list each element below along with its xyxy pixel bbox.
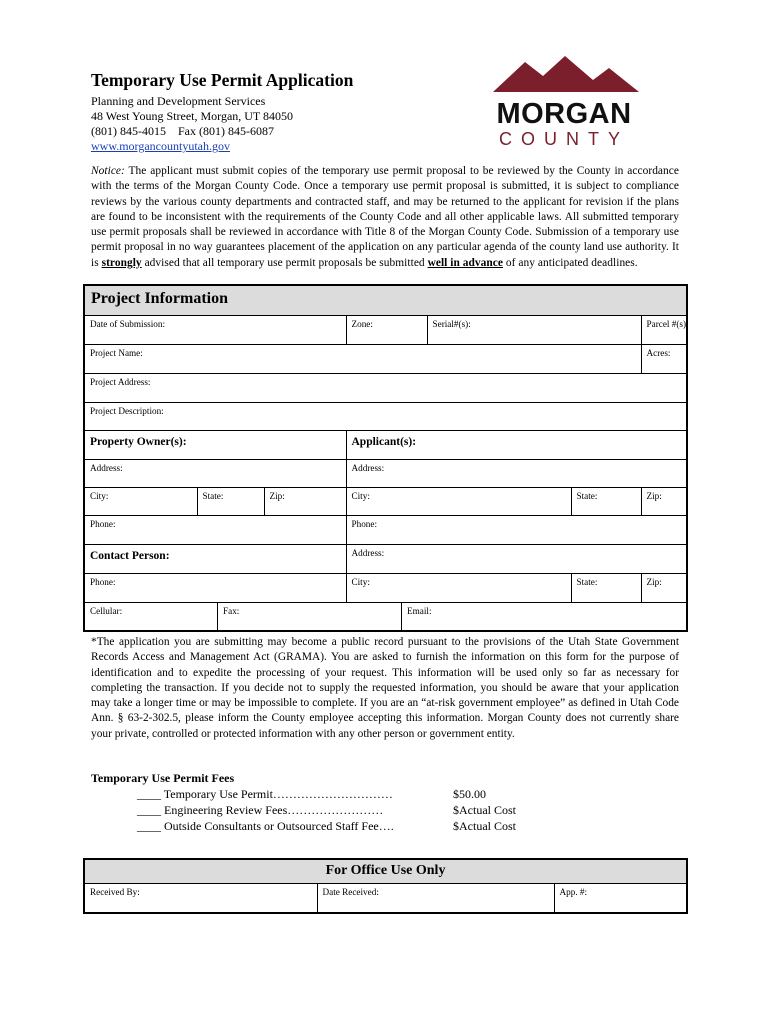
- project-address-field[interactable]: Project Address:: [84, 373, 687, 402]
- contact-phone-field[interactable]: Phone:: [84, 573, 346, 602]
- zone-field[interactable]: Zone:: [346, 315, 427, 344]
- app-number-field[interactable]: App. #:: [554, 883, 687, 913]
- office-use-table: [83, 858, 688, 914]
- cellular-field[interactable]: Cellular:: [85, 603, 218, 630]
- fees-title: Temporary Use Permit Fees: [91, 771, 235, 785]
- project-information-heading: Project Information: [84, 285, 687, 315]
- serial-field[interactable]: Serial#(s):: [427, 315, 641, 344]
- grama-notice: *The application you are submitting may become a public record pursuant to the provisions of the Utah State Government Records Access and Management Act (GRAMA). You are asked to furnish the information on this form for the purpose of identification and to expedite the processing of your request. This information will be used only so far as necessary for completing the transaction. If you decide not to supply the requested information, you should be aware that your application may take a longer time or may be impossible to complete. If you are an “at-risk government employee” as defined in Utah Code Ann. § 63-2-302.5, please inform the County employee accepting this information. Morgan County does not currently share your private, controlled or protected information with any other person or government entity.: [91, 636, 679, 740]
- date-received-field[interactable]: Date Received:: [317, 883, 554, 913]
- applicant-zip-field[interactable]: Zip:: [641, 487, 687, 515]
- owner-state-field[interactable]: State:: [197, 487, 264, 515]
- contact-cellular-row: [84, 602, 687, 631]
- morgan-county-logo: [485, 54, 643, 150]
- property-owner-heading: Property Owner(s):: [84, 430, 346, 459]
- owner-address-field[interactable]: Address:: [84, 459, 346, 487]
- applicant-address-field[interactable]: Address:: [346, 459, 687, 487]
- owner-zip-field[interactable]: Zip:: [264, 487, 346, 515]
- fee-item: ____ Temporary Use Permit………………………… $50.00: [137, 787, 486, 801]
- date-of-submission-field[interactable]: Date of Submission:: [84, 315, 346, 344]
- street-address: 48 West Young Street, Morgan, UT 84050: [91, 109, 294, 123]
- owner-phone-field[interactable]: Phone:: [84, 515, 346, 544]
- phone-fax: (801) 845-4015 Fax (801) 845-6087: [91, 124, 274, 138]
- office-use-heading: For Office Use Only: [84, 859, 687, 883]
- fax-field[interactable]: Fax:: [218, 603, 402, 630]
- website-link[interactable]: www.morgancountyutah.gov: [91, 139, 230, 153]
- applicant-state-field[interactable]: State:: [571, 487, 641, 515]
- well-in-advance-text: well in advance: [427, 256, 504, 269]
- owner-city-field[interactable]: City:: [84, 487, 197, 515]
- strongly-text: strongly: [101, 256, 142, 269]
- project-information-table: [83, 284, 688, 632]
- applicant-city-field[interactable]: City:: [346, 487, 571, 515]
- acres-field[interactable]: Acres:: [641, 344, 687, 373]
- logo-text-county: COUNTY: [499, 129, 629, 149]
- applicant-heading: Applicant(s):: [346, 430, 687, 459]
- notice-label: Notice:: [91, 165, 125, 177]
- contact-state-field[interactable]: State:: [571, 573, 641, 602]
- project-description-field[interactable]: Project Description:: [84, 402, 687, 430]
- contact-address-field[interactable]: Address:: [346, 544, 687, 573]
- parcel-field[interactable]: Parcel #(s):: [641, 315, 687, 344]
- email-field[interactable]: Email:: [407, 605, 432, 616]
- contact-city-field[interactable]: City:: [346, 573, 571, 602]
- contact-person-heading: Contact Person:: [84, 544, 346, 573]
- page-title: Temporary Use Permit Application: [91, 70, 354, 90]
- contact-zip-field[interactable]: Zip:: [641, 573, 687, 602]
- applicant-phone-field[interactable]: Phone:: [346, 515, 687, 544]
- received-by-field[interactable]: Received By:: [84, 883, 317, 913]
- fee-item: ____ Engineering Review Fees…………………… $Actual Cost: [137, 803, 516, 817]
- project-name-field[interactable]: Project Name:: [84, 344, 641, 373]
- department-name: Planning and Development Services: [91, 94, 266, 108]
- notice-paragraph: Notice: The applicant must submit copies of the temporary use permit proposal to be reviewed by the County in accordance with the terms of the Morgan County Code. Once a temporary use permit proposal is submitted, it is subject to compliance reviews by the various county departments and contracted staff, and may be returned to the applicant for revision if the plans are found to be inconsistent with the requirements of the County Code and all other applicable laws. All submitted temporary use permit proposals shall be reviewed in accordance with Title 8 of the Morgan County Code. Submission of a temporary use permit proposal in no way guarantees placement of the application on any particular agenda of the county land use authority. It is strongly advised that all temporary use permit proposals be submitted well in advance of any anticipated deadlines.: [91, 165, 679, 269]
- logo-text-morgan: MORGAN: [496, 98, 632, 130]
- fee-item: ____ Outside Consultants or Outsourced Staff Fee…. $Actual Cost: [137, 819, 516, 833]
